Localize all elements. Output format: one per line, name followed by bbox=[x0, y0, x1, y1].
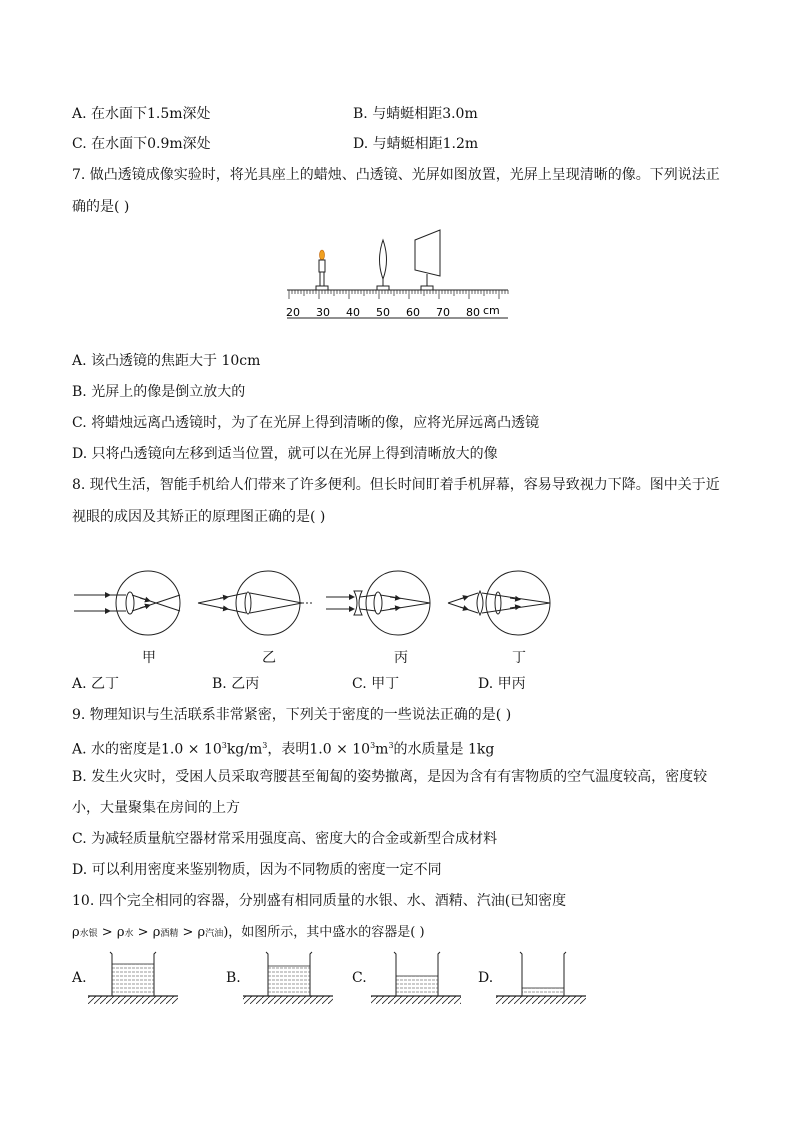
container-label-d: D. bbox=[478, 970, 494, 986]
q9-option-a bbox=[72, 737, 494, 759]
eye-label-ding: 丁 bbox=[512, 650, 526, 666]
q6-option-d: D. 与蜻蜓相距1.2m bbox=[353, 136, 479, 152]
q10-stem-line2-end: )，如图所示，其中盛水的容器是( ) bbox=[223, 925, 425, 940]
scale-label-30: 30 bbox=[316, 306, 330, 319]
q8-option-b: B. 乙丙 bbox=[212, 676, 260, 692]
q7-option-a: A. 该凸透镜的焦距大于 10cm bbox=[72, 353, 261, 369]
q7-option-d: D. 只将凸透镜向左移到适当位置，就可以在光屏上得到清晰放大的像 bbox=[72, 446, 498, 462]
q9-option-a-part1: A. 水的密度是1.0 × 10 bbox=[72, 741, 222, 758]
q10-stem-line2 bbox=[72, 924, 425, 943]
container-a bbox=[88, 952, 178, 1004]
q8-option-a: A. 乙丁 bbox=[72, 676, 120, 692]
rho-sub-alcohol: 酒精 bbox=[160, 929, 179, 939]
q6-option-a: A. 在水面下1.5m深处 bbox=[72, 106, 211, 122]
q6-option-b: B. 与蜻蜓相距3.0m bbox=[353, 106, 478, 122]
q7-stem-line2: 确的是( ) bbox=[72, 199, 130, 215]
scale-unit-cm: cm bbox=[483, 304, 500, 317]
q9-option-a-sup2: 3 bbox=[262, 741, 268, 750]
q10-stem-line1: 10. 四个完全相同的容器，分别盛有相同质量的水银、水、酒精、汽油(已知密度 bbox=[72, 893, 567, 909]
gt-2: > bbox=[133, 925, 153, 940]
q9-option-a-sup1: 3 bbox=[221, 741, 227, 750]
q9-option-b-line2: 小，大量聚集在房间的上方 bbox=[72, 800, 240, 816]
gt-1: > bbox=[97, 925, 117, 940]
q8-option-c: C. 甲丁 bbox=[352, 676, 400, 692]
scale-label-70: 70 bbox=[436, 306, 450, 319]
container-d bbox=[496, 952, 586, 1004]
q9-option-a-sup3: 3 bbox=[370, 741, 376, 750]
scale-label-50: 50 bbox=[376, 306, 390, 319]
q9-option-a-sup4: 3 bbox=[388, 741, 394, 750]
q9-option-a-part5: 的水质量是 1kg bbox=[393, 741, 495, 758]
gt-3: > bbox=[178, 925, 198, 940]
container-c bbox=[371, 952, 461, 1004]
eye-diagram-ding bbox=[448, 571, 550, 635]
q6-option-c: C. 在水面下0.9m深处 bbox=[72, 136, 211, 152]
rho-sub-mercury: 水银 bbox=[79, 929, 98, 939]
q7-option-c: C. 将蜡烛远离凸透镜时，为了在光屏上得到清晰的像，应将光屏远离凸透镜 bbox=[72, 415, 540, 431]
eye-diagram-bing bbox=[326, 571, 430, 635]
scale-label-80: 80 bbox=[466, 306, 480, 319]
q9-option-b-line1: B. 发生火灾时，受困人员采取弯腰甚至匍匐的姿势撤离，是因为含有有害物质的空气温度较高，密度较 bbox=[72, 769, 708, 785]
scale-label-60: 60 bbox=[406, 306, 420, 319]
eye-diagram-jia bbox=[74, 571, 180, 635]
q9-option-d: D. 可以利用密度来鉴别物质，因为不同物质的密度一定不同 bbox=[72, 862, 442, 878]
q9-option-a-part3: ，表明1.0 × 10 bbox=[267, 741, 371, 758]
q9-option-a-part2: kg/m bbox=[226, 741, 263, 758]
rho-symbol-1: ρ bbox=[72, 925, 80, 940]
rho-symbol-2: ρ bbox=[116, 925, 125, 940]
eye-label-bing: 丙 bbox=[394, 650, 408, 666]
q9-option-a-part4: m bbox=[375, 741, 389, 758]
q8-stem-line1: 8. 现代生活，智能手机给人们带来了许多便利。但长时间盯着手机屏幕，容易导致视力下降。图中关于近 bbox=[72, 477, 720, 493]
eye-label-yi: 乙 bbox=[262, 650, 276, 666]
scale-label-40: 40 bbox=[346, 306, 360, 319]
q7-option-b: B. 光屏上的像是倒立放大的 bbox=[72, 384, 246, 400]
q9-option-c: C. 为减轻质量航空器材常采用强度高、密度大的合金或新型合成材料 bbox=[72, 831, 498, 847]
container-label-a: A. bbox=[72, 970, 87, 986]
container-label-b: B. bbox=[226, 970, 241, 986]
q8-stem-line2: 视眼的成因及其矫正的原理图正确的是( ) bbox=[72, 509, 326, 525]
q7-stem-line1: 7. 做凸透镜成像实验时，将光具座上的蜡烛、凸透镜、光屏如图放置，光屏上呈现清晰的像。下列说法正 bbox=[72, 167, 720, 183]
eye-label-jia: 甲 bbox=[142, 650, 156, 666]
rho-sub-gasoline: 汽油 bbox=[205, 929, 224, 939]
scale-label-20: 20 bbox=[286, 306, 300, 319]
optical-bench-figure bbox=[280, 222, 515, 322]
container-b bbox=[243, 952, 333, 1004]
eye-diagram-yi bbox=[198, 571, 312, 635]
eye-diagrams-figure bbox=[70, 565, 560, 645]
candle-icon bbox=[316, 250, 328, 290]
q9-stem: 9. 物理知识与生活联系非常紧密，下列关于密度的一些说法正确的是( ) bbox=[72, 707, 512, 723]
convex-lens-icon bbox=[377, 240, 389, 290]
rho-sub-water: 水 bbox=[124, 929, 134, 939]
rho-symbol-4: ρ bbox=[197, 925, 206, 940]
q8-option-d: D. 甲丙 bbox=[478, 676, 526, 692]
containers-figure bbox=[88, 950, 588, 1010]
light-screen-icon bbox=[415, 230, 440, 290]
container-label-c: C. bbox=[352, 970, 367, 986]
rho-symbol-3: ρ bbox=[152, 925, 161, 940]
